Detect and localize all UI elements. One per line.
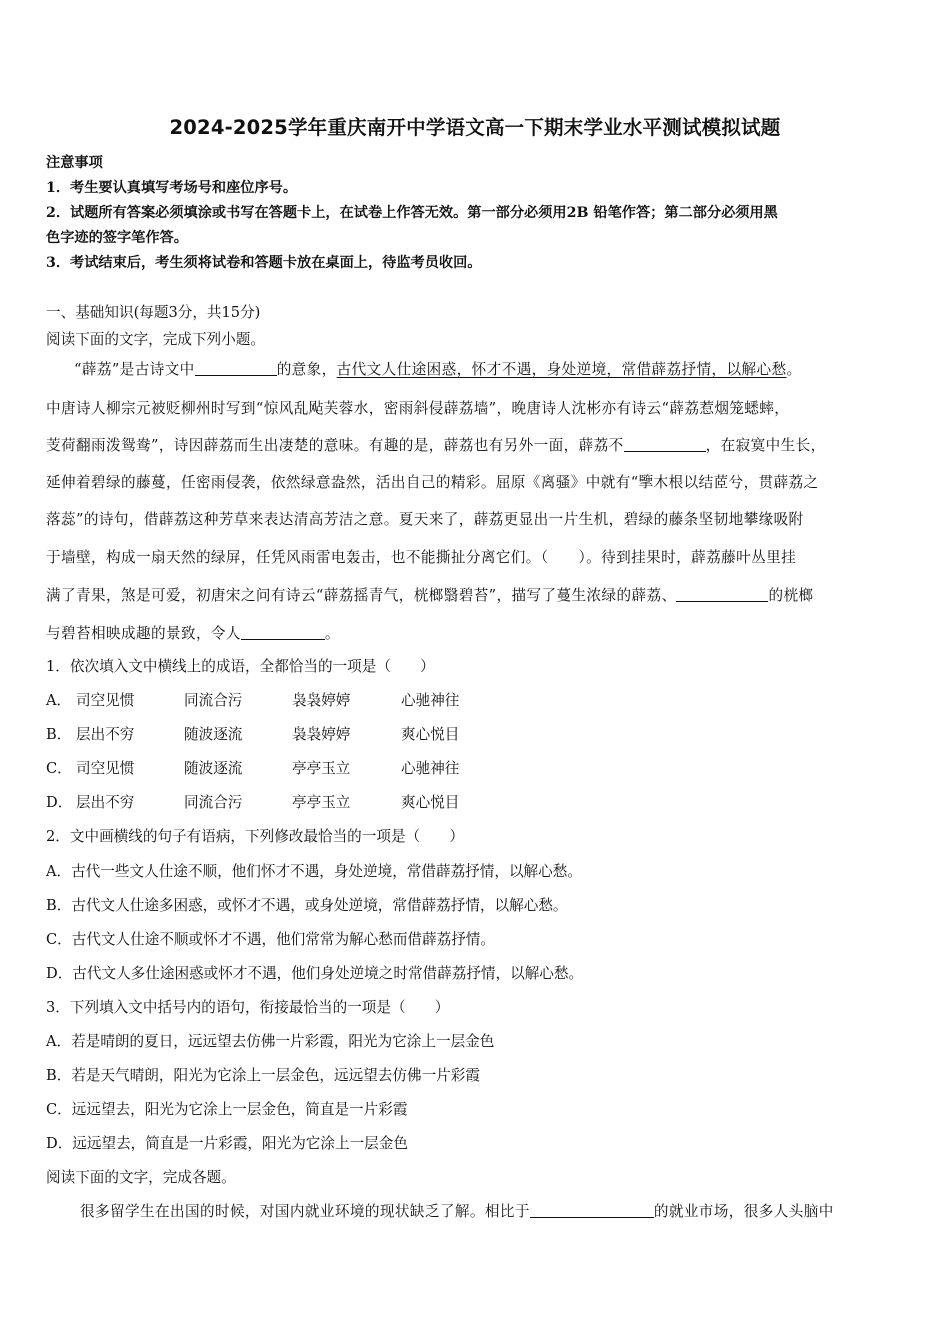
q2-option-d: D．古代文人多仕途困惑或怀才不遇，他们身处逆境之时常借薜荔抒情，以解心愁。 — [46, 965, 584, 982]
q3-stem: 3．下列填入文中括号内的语句，衔接最恰当的一项是（ ） — [46, 999, 450, 1016]
q3-option-c: C．远远望去，阳光为它涂上一层金色，简直是一片彩霞 — [46, 1101, 408, 1118]
answer-blank — [530, 1203, 654, 1218]
passage1-line-8: 与碧苔相映成趣的景致，令人 。 — [46, 625, 340, 642]
passage2-line-1: 很多留学生在出国的时候，对国内就业环境的现状缺乏了解。相比于 的就业市场，很多人头脑中 — [80, 1203, 834, 1220]
passage1-line-6: 于墙壁，构成一扇天然的绿屏，任凭风雨雷电轰击，也不能撕扯分离它们。（ ）。待到挂果时，薜荔藤叶丛里挂 — [46, 549, 797, 566]
passage1-line-3: 芰荷翻雨泼鸳鸯”，诗因薜荔而生出凄楚的意味。有趣的是，薜荔也有另外一面，薜荔不 ，在寂寞中生长， — [46, 437, 826, 454]
passage1-line-1: “薜荔”是古诗文中 的意象，古代文人仕途困惑，怀才不遇，身处逆境，常借薜荔抒情，以解心愁。 — [74, 361, 802, 378]
section2-instruction: 阅读下面的文字，完成各题。 — [46, 1169, 236, 1186]
answer-blank — [624, 437, 706, 452]
section1-instruction: 阅读下面的文字，完成下列小题。 — [46, 331, 265, 348]
notice-heading: 注意事项 — [46, 155, 103, 171]
notice-item-1: 1．考生要认真填写考场号和座位序号。 — [46, 180, 298, 196]
answer-blank — [676, 587, 768, 602]
notice-item-3: 3．考试结束后，考生须将试卷和答题卡放在桌面上，待监考员收回。 — [46, 255, 482, 271]
passage1-line-2: 中唐诗人柳宗元被贬柳州时写到“惊风乱飐芙蓉水，密雨斜侵薜荔墙”，晚唐诗人沈彬亦有诗云“薜荔惹烟笼蟋蟀， — [46, 400, 790, 417]
passage1-line-4: 延伸着碧绿的藤蔓，任密雨侵袭，依然绿意盎然，活出自己的精彩。屈原《离骚》中就有“擥木根以结茝兮，贯薜荔之 — [46, 474, 819, 491]
q2-stem: 2．文中画横线的句子有语病，下列修改最恰当的一项是（ ） — [46, 828, 464, 845]
answer-blank — [241, 625, 325, 640]
notice-item-2: 2．试题所有答案必须填涂或书写在答题卡上，在试卷上作答无效。第一部分必须用2B 铅笔作答；第二部分必须用黑 — [46, 205, 778, 221]
q1-stem: 1．依次填入文中横线上的成语，全都恰当的一项是（ ） — [46, 658, 435, 675]
q3-option-b: B．若是天气晴朗，阳光为它涂上一层金色，远远望去仿佛一片彩霞 — [46, 1067, 480, 1084]
section1-heading: 一、基础知识(每题3分，共15分) — [46, 304, 261, 321]
q2-option-a: A．古代一些文人仕途不顺，他们怀才不遇，身处逆境，常借薜荔抒情，以解心愁。 — [46, 863, 582, 880]
passage1-line-7: 满了青果，煞是可爱，初唐宋之问有诗云“薜荔摇青气，桄榔翳碧苔”，描写了蔓生浓绿的薜荔、 的桄榔 — [46, 587, 814, 604]
q3-option-d: D．远远望去，简直是一片彩霞，阳光为它涂上一层金色 — [46, 1135, 408, 1152]
q3-option-a: A．若是晴朗的夏日，远远望去仿佛一片彩霞，阳光为它涂上一层金色 — [46, 1033, 495, 1050]
underlined-sentence: 古代文人仕途困惑，怀才不遇，身处逆境，常借薜荔抒情，以解心愁 — [336, 361, 787, 378]
exam-page: 2024-2025学年重庆南开中学语文高一下期末学业水平测试模拟试题 注意事项 1．考生要认真填写考场号和座位序号。 2．试题所有答案必须填涂或书写在答题卡上，在试卷上作答无效。第一部分必须用2B 铅笔作答；第二部分必须用黑 色字迹的签字笔作答。 3．考试结束后，考生须将试卷和答题卡放在桌面上，待监考员收回。 一、基础知识(每题3分，共15分) 阅读下面的文字，完成下列小题。 “薜荔”是古诗文中 的意象，古代文人仕途困惑，怀才不遇，身处逆境，常借薜荔抒情，以解心愁。 中唐诗人柳宗元被贬柳州时写到“惊风乱飐芙蓉水，密雨斜侵薜荔墙”，晚唐诗人沈彬亦有诗云“薜荔惹烟笼蟋蟀， 芰荷翻雨泼鸳鸯”，诗因薜荔而生出凄楚的意味。有趣的是，薜荔也有另外一面，薜荔不 ，在寂寞中生长， 延伸着碧绿的藤蔓，任密雨侵袭，依然绿意盎然，活出自己的精彩。屈原《离骚》中就有“擥木根以结茝兮，贯薜荔之 落蕊”的诗句，借薜荔这种芳草来表达清高芳洁之意。夏天来了，薜荔更显出一片生机，碧绿的藤条坚韧地攀缘吸附 于墙壁，构成一扇天然的绿屏，任凭风雨雷电轰击，也不能撕扯分离它们。（ ）。待到挂果时，薜荔藤叶丛里挂 满了青果，煞是可爱，初唐宋之问有诗云“薜荔摇青气，桄榔翳碧苔”，描写了蔓生浓绿的薜荔、 的桄榔 与碧苔相映成趣的景致，令人 。 1．依次填入文中横线上的成语，全都恰当的一项是（ ） A． 司空见惯 同流合污 袅袅婷婷 心驰神往 B． 层出不穷 随波逐流 袅袅婷婷 爽心悦目 C． 司空见惯 随波逐流 亭亭玉立 心驰神往 D． 层出不穷 同流合污 亭亭玉立 爽心悦目 2．文中画横线的句子有语病，下列修改最恰当的一项是（ ） A．古代一些文人仕途不顺，他们怀才不遇，身处逆境，常借薜荔抒情，以解心愁。 B．古代文人仕途多困惑，或怀才不遇，或身处逆境，常借薜荔抒情，以解心愁。 C．古代文人仕途不顺或怀才不遇，他们常常为解心愁而借薜荔抒情。 D．古代文人多仕途困惑或怀才不遇，他们身处逆境之时常借薜荔抒情，以解心愁。 3．下列填入文中括号内的语句，衔接最恰当的一项是（ ） A．若是晴朗的夏日，远远望去仿佛一片彩霞，阳光为它涂上一层金色 B．若是天气晴朗，阳光为它涂上一层金色，远远望去仿佛一片彩霞 C．远远望去，阳光为它涂上一层金色，简直是一片彩霞 D．远远望去，简直是一片彩霞，阳光为它涂上一层金色 阅读下面的文字，完成各题。 很多留学生在出国的时候，对国内就业环境的现状缺乏了解。相比于 的就业市场，很多人头脑中 — [0, 0, 950, 1344]
passage1-line-5: 落蕊”的诗句，借薜荔这种芳草来表达清高芳洁之意。夏天来了，薜荔更显出一片生机，碧绿的藤条坚韧地攀缘吸附 — [46, 511, 804, 528]
answer-blank — [195, 361, 277, 376]
q2-option-b: B．古代文人仕途多困惑，或怀才不遇，或身处逆境，常借薜荔抒情，以解心愁。 — [46, 897, 568, 914]
notice-item-2-cont: 色字迹的签字笔作答。 — [46, 230, 188, 246]
page-title: 2024-2025学年重庆南开中学语文高一下期末学业水平测试模拟试题 — [169, 116, 781, 139]
q2-option-c: C．古代文人仕途不顺或怀才不遇，他们常常为解心愁而借薜荔抒情。 — [46, 931, 495, 948]
